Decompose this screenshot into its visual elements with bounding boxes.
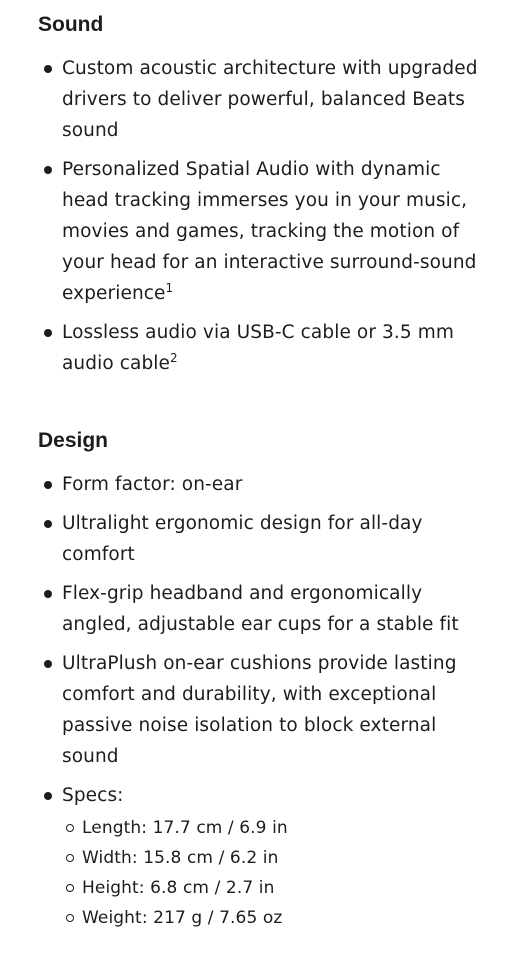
footnote-marker[interactable]: 2	[170, 350, 178, 365]
sound-section-title: Sound	[38, 13, 104, 36]
list-item	[38, 780, 482, 933]
design-section-title: Design	[38, 429, 109, 452]
spec-item: Width: 15.8 cm / 6.2 in	[62, 843, 482, 873]
list-item	[38, 53, 482, 146]
feature-text: Custom acoustic architecture with upgraded drivers to deliver powerful, balanced Beats sound	[62, 58, 478, 141]
sound-feature-list	[38, 53, 482, 379]
feature-text: Personalized Spatial Audio with dynamic head tracking immerses you in your music, movies and games, tracking the motion of your head for an interactive surround-sound experience	[62, 159, 477, 304]
feature-text: Specs:	[62, 785, 124, 806]
spec-item: Length: 17.7 cm / 6.9 in	[62, 813, 482, 843]
list-item	[38, 469, 482, 500]
feature-text: Ultralight ergonomic design for all-day comfort	[62, 513, 423, 565]
spec-item: Weight: 217 g / 7.65 oz	[62, 903, 482, 933]
specs-list	[62, 813, 482, 933]
feature-text: Form factor: on-ear	[62, 474, 243, 495]
feature-text: Lossless audio via USB-C cable or 3.5 mm audio cable	[62, 322, 454, 374]
list-item	[38, 578, 482, 640]
feature-text: Flex-grip headband and ergonomically angled, adjustable ear cups for a stable fit	[62, 583, 459, 635]
list-item	[38, 154, 482, 309]
feature-text: UltraPlush on-ear cushions provide lasting comfort and durability, with exceptional passive noise isolation to block external sound	[62, 653, 457, 767]
list-item	[38, 317, 482, 379]
design-feature-list	[38, 469, 482, 933]
list-item	[38, 648, 482, 772]
footnote-marker[interactable]: 1	[165, 280, 174, 295]
list-item	[38, 508, 482, 570]
spec-item: Height: 6.8 cm / 2.7 in	[62, 873, 482, 903]
